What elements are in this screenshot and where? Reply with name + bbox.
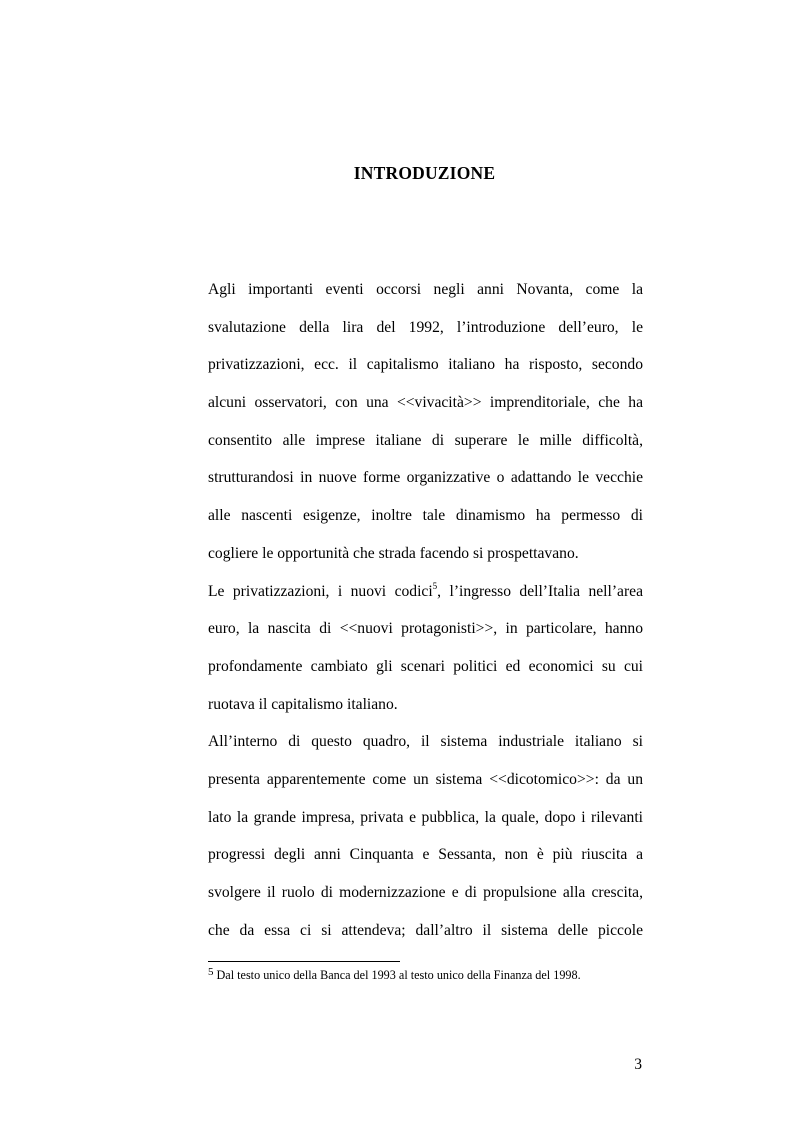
body-line: consentito alle imprese italiane di superare le mille difficoltà,: [208, 431, 643, 449]
body-line: svalutazione della lira del 1992, l’introduzione dell’euro, le: [208, 318, 643, 336]
body-line: ruotava il capitalismo italiano.: [208, 695, 398, 713]
body-line: euro, la nascita di <<nuovi protagonisti>>, in particolare, hanno: [208, 620, 643, 638]
body-text: [208, 271, 643, 949]
footnote-text: Dal testo unico della Banca del 1993 al testo unico della Finanza del 1998.: [216, 968, 581, 982]
body-line-segment: Le privatizzazioni, i nuovi codici: [208, 582, 433, 600]
body-line: privatizzazioni, ecc. il capitalismo italiano ha risposto, secondo: [208, 356, 643, 374]
body-line: presenta apparentemente come un sistema <<dicotomico>>: da un: [208, 770, 643, 788]
body-line: progressi degli anni Cinquanta e Sessanta, non è più riuscita a: [208, 846, 643, 864]
body-line: profondamente cambiato gli scenari politici ed economici su cui: [208, 657, 643, 675]
body-line: alle nascenti esigenze, inoltre tale dinamismo ha permesso di: [208, 507, 643, 525]
body-line: alcuni osservatori, con una <<vivacità>> imprenditoriale, che ha: [208, 394, 643, 412]
body-line-segment: , l’ingresso dell’Italia nell’area: [437, 582, 643, 600]
body-line: che da essa ci si attendeva; dall’altro il sistema delle piccole: [208, 921, 643, 939]
footnote-reference[interactable]: 5: [432, 580, 438, 591]
page-title: INTRODUZIONE: [353, 163, 496, 183]
body-line: cogliere le opportunità che strada facendo si prospettavano.: [208, 544, 579, 562]
body-line: svolgere il ruolo di modernizzazione e di propulsione alla crescita,: [208, 884, 643, 901]
footnote-mark: 5: [208, 966, 214, 978]
footnote: [208, 968, 581, 983]
body-line-with-footnote: [208, 573, 643, 611]
page-number: 3: [634, 1056, 642, 1073]
body-line: Agli importanti eventi occorsi negli anni Novanta, come la: [208, 281, 643, 298]
footnote-divider: [208, 961, 400, 962]
body-line: strutturandosi in nuove forme organizzative o adattando le vecchie: [208, 469, 643, 487]
body-line: All’interno di questo quadro, il sistema industriale italiano si: [208, 733, 643, 751]
body-line: lato la grande impresa, privata e pubblica, la quale, dopo i rilevanti: [208, 808, 643, 826]
